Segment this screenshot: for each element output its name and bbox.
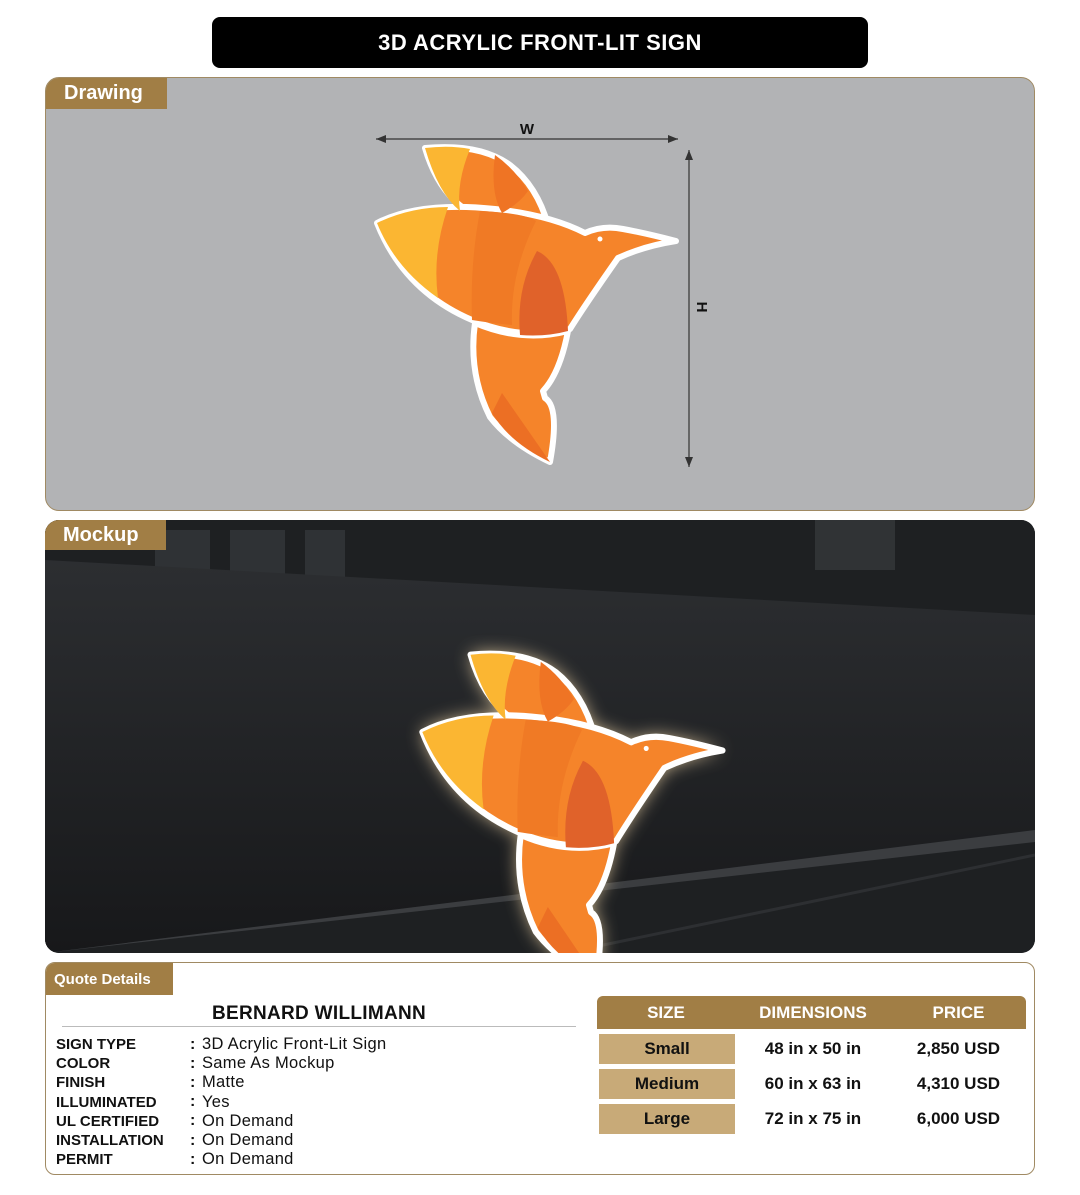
spec-row-permit: PERMIT : On Demand	[56, 1150, 294, 1169]
drawing-tab: Drawing	[46, 78, 167, 109]
height-label: H	[693, 301, 710, 313]
price-cell: 6,000 USD	[916, 1109, 1001, 1128]
spec-label: COLOR	[56, 1055, 111, 1073]
spec-label: PERMIT	[56, 1151, 113, 1169]
height-dimension	[685, 150, 693, 467]
quote-details-panel	[45, 962, 1035, 1175]
customer-name: BERNARD WILLIMANN	[211, 1003, 427, 1024]
spec-label: INSTALLATION	[56, 1132, 164, 1150]
spec-label: SIGN TYPE	[56, 1036, 137, 1054]
spec-row-ul-certified: UL CERTIFIED : On Demand	[56, 1111, 294, 1130]
spec-row-color: COLOR : Same As Mockup	[56, 1054, 335, 1073]
spec-label: UL CERTIFIED	[56, 1112, 160, 1130]
spec-row-finish: FINISH : Matte	[56, 1073, 245, 1092]
spec-value: On Demand	[202, 1111, 294, 1130]
table-row	[597, 1034, 1026, 1064]
spec-label: ILLUMINATED	[56, 1093, 157, 1111]
quote-details-tab: Quote Details	[46, 963, 173, 995]
price-cell: 2,850 USD	[916, 1039, 1001, 1058]
mockup-tab: Mockup	[45, 520, 166, 550]
mockup-illustration	[45, 520, 1035, 953]
spec-row-illuminated: ILLUMINATED : Yes	[56, 1092, 230, 1111]
spec-value: Matte	[202, 1073, 245, 1092]
customer-divider	[62, 1026, 576, 1027]
hummingbird-logo	[377, 147, 676, 462]
spec-value: Same As Mockup	[202, 1054, 335, 1073]
spec-row-installation: INSTALLATION : On Demand	[56, 1131, 294, 1150]
dimensions-cell: 60 in x 63 in	[764, 1074, 862, 1093]
spec-row-sign-type: SIGN TYPE : 3D Acrylic Front-Lit Sign	[56, 1035, 387, 1054]
size-cell: Small	[599, 1034, 735, 1064]
header-price: PRICE	[932, 1002, 985, 1022]
drawing-panel	[45, 77, 1035, 511]
header-dimensions: DIMENSIONS	[759, 1002, 867, 1022]
table-row	[597, 1104, 1026, 1134]
spec-value: On Demand	[202, 1150, 294, 1169]
page-title: 3D ACRYLIC FRONT-LIT SIGN	[212, 17, 868, 68]
size-cell: Medium	[599, 1069, 735, 1099]
size-cell: Large	[599, 1104, 735, 1134]
spec-list	[56, 1035, 386, 1169]
spec-label: FINISH	[56, 1074, 106, 1092]
spec-value: On Demand	[202, 1131, 294, 1150]
header-size: SIZE	[647, 1002, 685, 1022]
spec-value: 3D Acrylic Front-Lit Sign	[202, 1035, 387, 1054]
price-table-header	[597, 996, 1026, 1029]
width-label: W	[519, 121, 535, 138]
spec-value: Yes	[202, 1092, 230, 1111]
table-row	[597, 1069, 1026, 1099]
mockup-panel	[45, 520, 1035, 953]
dimensions-cell: 72 in x 75 in	[764, 1109, 862, 1128]
dimensions-cell: 48 in x 50 in	[764, 1039, 862, 1058]
price-cell: 4,310 USD	[916, 1074, 1001, 1093]
price-table	[597, 996, 1026, 1134]
drawing-illustration	[46, 78, 1035, 511]
